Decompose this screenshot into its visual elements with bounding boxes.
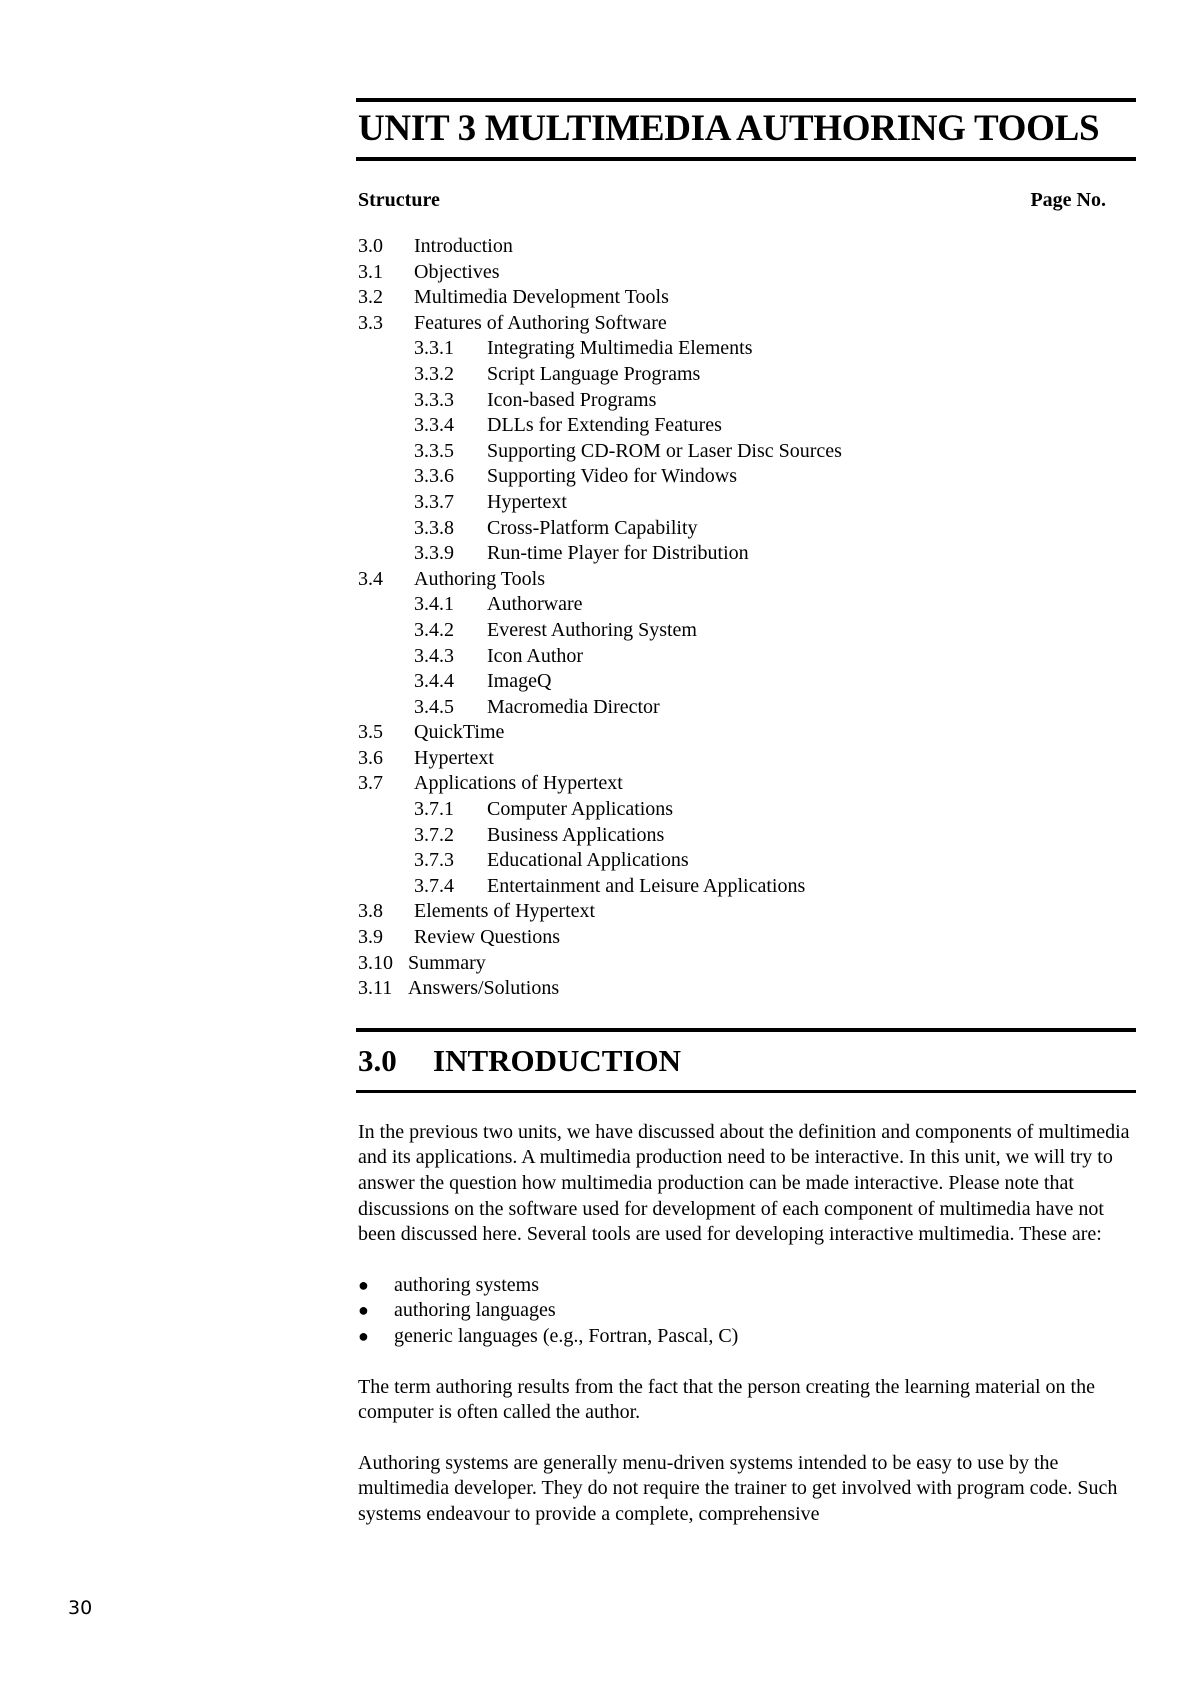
toc-item [356,874,1136,900]
toc-item-number: 3.3.9 [414,542,454,565]
toc-item-title: ImageQ [487,670,552,693]
list-item [358,1298,1136,1324]
toc-item-title: Icon-based Programs [487,388,657,411]
toc-item [356,592,1136,618]
toc-item-title: Cross-Platform Capability [487,516,698,539]
toc-item-title: Objectives [414,260,500,283]
toc-item-title: Run-time Player for Distribution [487,542,749,565]
toc-item [356,336,1136,362]
toc-item-number: 3.7.4 [414,874,454,897]
toc-item-title: Summary [408,951,486,974]
toc-item-number: 3.8 [358,900,383,923]
toc-item [356,746,1136,772]
intro-paragraph-1: In the previous two units, we have discussed about the definition and components of multimedia and its applications. A multimedia production need to be interactive. In this unit, we will try to answer the question how multimedia production can be made interactive. Please note that discussions on the software used for development of each component of multimedia have not been discussed here. Several tools are used for developing interactive multimedia. These are: [358,1120,1130,1246]
top-rule [356,98,1136,102]
toc-item-number: 3.7.3 [414,849,454,872]
bullet-icon: ● [358,1325,369,1346]
page-number: 30 [68,1597,93,1619]
toc-item-title: QuickTime [414,721,505,744]
list-item-text: generic languages (e.g., Fortran, Pascal, C) [394,1324,739,1347]
structure-label: Structure [358,189,440,211]
toc-item-number: 3.3.6 [414,465,454,488]
toc-item [356,260,1136,286]
toc-item-title: Introduction [414,235,513,257]
toc-item [356,388,1136,414]
toc-item [356,362,1136,388]
toc-item-title: Script Language Programs [487,362,701,385]
toc-item [356,541,1136,567]
toc-item-number: 3.1 [358,260,383,283]
toc-item-number: 3.10 [358,951,393,974]
toc-item [356,644,1136,670]
toc-item-title: Review Questions [414,926,561,949]
toc-item-title: Elements of Hypertext [414,900,596,923]
toc-item-number: 3.3.3 [414,388,454,411]
introduction-heading [358,1042,1136,1078]
toc-item-title: Integrating Multimedia Elements [487,337,753,360]
toc-item-title: Business Applications [487,823,665,846]
toc-item [356,567,1136,593]
structure-header [356,189,1136,212]
introduction-number: 3.0 [358,1042,397,1078]
toc-item-number: 3.3.2 [414,362,454,385]
toc-item-title: Features of Authoring Software [414,311,667,334]
toc-item-title: Everest Authoring System [487,618,697,641]
toc-item [356,976,1136,1002]
list-item [358,1273,1136,1299]
toc-item-title: Multimedia Development Tools [414,286,669,309]
toc-item-title: Applications of Hypertext [414,772,623,795]
bullet-icon: ● [358,1300,369,1321]
page-content [356,98,1136,1528]
toc-item [356,311,1136,337]
toc-item-title: Entertainment and Leisure Applications [487,874,806,897]
toc-item-title: DLLs for Extending Features [487,414,722,437]
toc-item-number: 3.4.1 [414,593,454,616]
toc-item-title: Educational Applications [487,849,689,872]
toc-item-title: Macromedia Director [487,695,660,718]
toc-item [356,848,1136,874]
intro-paragraph-2: The term authoring results from the fact that the person creating the learning material on the computer is often called the author. [358,1375,1095,1424]
table-of-contents [356,234,1136,1002]
toc-item-title: Computer Applications [487,798,674,821]
list-item-text: authoring languages [394,1299,556,1322]
toc-item [356,797,1136,823]
toc-item-number: 3.3 [358,311,383,334]
toc-item-number: 3.4 [358,567,383,590]
toc-item [356,720,1136,746]
toc-item [356,669,1136,695]
toc-item-number: 3.3.4 [414,414,454,437]
bullet-icon: ● [358,1274,369,1295]
unit-title: UNIT 3 MULTIMEDIA AUTHORING TOOLS [358,108,1100,149]
toc-item-number: 3.5 [358,721,383,744]
toc-item-number: 3.4.3 [414,644,454,667]
toc-item [356,285,1136,311]
list-item [358,1324,1136,1350]
toc-item [356,771,1136,797]
intro-paragraph-3: Authoring systems are generally menu-driven systems intended to be easy to use by the multimedia developer. They do not require the trainer to get involved with program code. Such systems endeavour to provide a complete, comprehensive [358,1451,1118,1525]
toc-item [356,234,1136,260]
toc-item-number: 3.7 [358,772,383,795]
toc-item-number: 3.3.7 [414,490,454,513]
intro-top-rule [356,1028,1136,1032]
toc-item [356,490,1136,516]
toc-item-number: 3.0 [358,235,383,257]
toc-item-title: Hypertext [487,490,567,513]
toc-item-number: 3.3.5 [414,439,454,462]
toc-item [356,823,1136,849]
tool-list [358,1273,1136,1350]
toc-item [356,464,1136,490]
toc-item [356,899,1136,925]
toc-item-number: 3.4.2 [414,618,454,641]
toc-item-number: 3.2 [358,286,383,309]
toc-item-title: Icon Author [487,644,584,667]
toc-item-title: Hypertext [414,746,494,769]
list-item-text: authoring systems [394,1273,539,1296]
toc-item-title: Answers/Solutions [408,977,560,1000]
toc-item [356,618,1136,644]
introduction-title: INTRODUCTION [433,1042,682,1078]
toc-item [356,951,1136,977]
toc-item-title: Supporting CD-ROM or Laser Disc Sources [487,439,842,462]
toc-item [356,516,1136,542]
toc-item-number: 3.11 [358,977,393,1000]
toc-item-number: 3.9 [358,926,383,949]
toc-item-number: 3.3.8 [414,516,454,539]
title-underline-rule [356,157,1136,161]
toc-item [356,413,1136,439]
toc-item-number: 3.4.5 [414,695,454,718]
toc-item-number: 3.7.2 [414,823,454,846]
toc-item-title: Supporting Video for Windows [487,465,738,488]
toc-item-title: Authorware [487,593,583,616]
intro-bottom-rule [356,1090,1136,1093]
toc-item-title: Authoring Tools [414,567,546,590]
toc-item [356,925,1136,951]
toc-item [356,439,1136,465]
page-no-label: Page No. [1030,189,1106,211]
toc-item-number: 3.6 [358,746,383,769]
toc-item-number: 3.7.1 [414,798,454,821]
toc-item [356,695,1136,721]
toc-item-number: 3.3.1 [414,337,454,360]
toc-item-number: 3.4.4 [414,670,454,693]
